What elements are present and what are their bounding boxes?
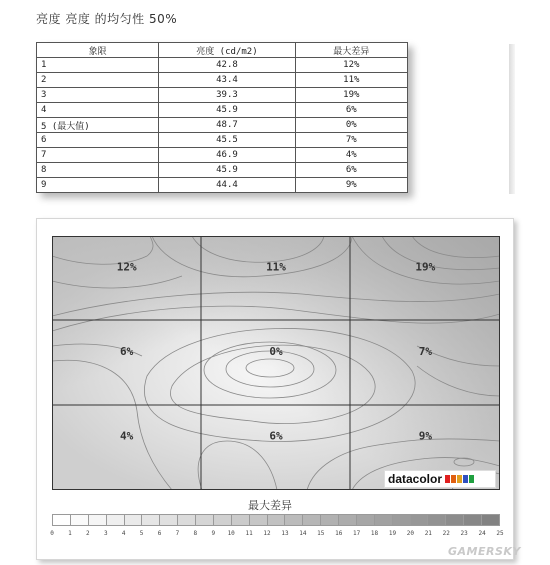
cell-luminance: 48.7 [159,118,295,133]
cell-max-diff: 6% [295,163,407,178]
legend-tick-label: 25 [496,530,504,537]
table-row [37,133,408,148]
legend-tick-label: 13 [281,530,289,537]
cell-quadrant: 8 [37,163,159,178]
cell-max-diff: 7% [295,133,407,148]
legend-tick-label: 23 [460,530,468,537]
legend-scale-cell [320,514,338,526]
legend-scale-cell [141,514,159,526]
legend-scale-cell [338,514,356,526]
legend-tick-label: 14 [299,530,307,537]
cell-quadrant: 5 (最大值) [37,118,159,133]
heatmap-cell-label: 0% [269,345,283,358]
legend-scale [52,514,500,526]
table-row [37,178,408,193]
legend-scale-cell [124,514,142,526]
legend-scale-cell [231,514,249,526]
legend-tick-label: 8 [193,530,198,537]
cell-luminance: 42.8 [159,58,295,73]
legend-tick-label: 0 [50,530,54,537]
logo-color-bar [457,475,462,483]
cell-max-diff: 9% [295,178,407,193]
table-header-row [37,43,408,58]
datacolor-logo-text: datacolor [388,472,443,486]
heatmap-cell-label: 6% [269,429,283,443]
table-row [37,73,408,88]
legend-scale-cell [195,514,213,526]
cell-quadrant: 6 [37,133,159,148]
legend-tick-label: 15 [317,530,325,537]
logo-color-bar [469,475,474,483]
legend-scale-cell [267,514,285,526]
legend-tick-label: 12 [263,530,271,537]
legend-tick-label: 16 [335,530,343,537]
cell-max-diff: 6% [295,103,407,118]
table-row [37,88,408,103]
logo-color-bar [451,475,456,483]
legend-scale-cell [302,514,320,526]
legend-tick-label: 7 [175,530,180,537]
legend-tick-label: 10 [227,530,235,537]
page-title: 亮度 亮度 的均匀性 50% [36,12,178,26]
cell-max-diff: 11% [295,73,407,88]
uniformity-table-wrapper [36,42,408,193]
legend-scale-cell [159,514,177,526]
cell-luminance: 45.9 [159,163,295,178]
legend-scale-cell [374,514,392,526]
legend-scale-cell [427,514,445,526]
legend-tick-label: 5 [139,530,144,537]
legend-tick-label: 19 [388,530,397,537]
cell-quadrant: 1 [37,58,159,73]
header-quadrant: 象限 [37,43,159,58]
legend-tick-label: 6 [157,530,162,537]
heatmap-cell-label: 11% [266,260,286,274]
legend-scale-cell [463,514,481,526]
datacolor-logo [384,470,496,488]
legend-scale-cell [284,514,302,526]
table-row [37,118,408,133]
cell-luminance: 45.9 [159,103,295,118]
legend-tick-label: 18 [370,530,379,537]
datacolor-logo-bars [445,475,475,483]
legend-tick-label: 3 [103,530,108,537]
legend-scale-cell [410,514,428,526]
heatmap-cell-label: 7% [418,345,432,358]
uniformity-heatmap [52,236,500,490]
legend-tick-label: 11 [245,530,253,537]
cell-luminance: 39.3 [159,88,295,103]
legend-scale-cell [213,514,231,526]
legend-scale-cell [177,514,195,526]
heatmap-shade-topleft [52,236,500,490]
cell-luminance: 44.4 [159,178,295,193]
legend-scale-cell [249,514,267,526]
cell-quadrant: 3 [37,88,159,103]
cell-luminance: 45.5 [159,133,295,148]
logo-color-bar [463,475,468,483]
legend-scale-cell [70,514,88,526]
legend-tick-label: 20 [406,530,415,537]
heatmap-cell-label: 4% [120,429,134,443]
cell-quadrant: 9 [37,178,159,193]
legend-scale-cell [52,514,70,526]
cell-quadrant: 7 [37,148,159,163]
legend-scale-cell [392,514,410,526]
watermark: GAMERSKY [448,545,521,558]
cell-max-diff: 12% [295,58,407,73]
legend-ticks [50,530,504,540]
table-shadow [509,44,515,194]
cell-quadrant: 4 [37,103,159,118]
legend-title: 最大差异 [248,499,292,512]
cell-max-diff: 4% [295,148,407,163]
cell-luminance: 43.4 [159,73,295,88]
cell-quadrant: 2 [37,73,159,88]
table-row [37,103,408,118]
logo-color-bar [445,475,450,483]
table-row [37,163,408,178]
legend-tick-label: 1 [68,530,72,537]
heatmap-cell-label: 19% [415,260,436,274]
cell-max-diff: 0% [295,118,407,133]
heatmap-cell-label: 6% [120,345,134,358]
legend-scale-cell [356,514,374,526]
table-row [37,148,408,163]
legend-tick-label: 24 [478,530,486,537]
header-max-diff: 最大差异 [295,43,407,58]
legend-scale-cell [106,514,124,526]
header-luminance: 亮度 (cd/m2) [159,43,295,58]
cell-luminance: 46.9 [159,148,295,163]
legend-scale-cell [88,514,106,526]
uniformity-table [36,42,408,193]
legend-scale-cell [481,514,500,526]
legend-tick-label: 21 [424,530,432,537]
legend-tick-label: 17 [353,530,361,537]
cell-max-diff: 19% [295,88,407,103]
legend-tick-label: 22 [442,530,450,537]
legend-tick-label: 4 [121,530,126,537]
legend-tick-label: 9 [211,530,216,537]
legend-scale-cell [445,514,463,526]
heatmap-cell-label: 12% [116,260,137,274]
legend-tick-label: 2 [86,530,90,537]
table-row [37,58,408,73]
heatmap-cell-label: 9% [418,429,432,443]
